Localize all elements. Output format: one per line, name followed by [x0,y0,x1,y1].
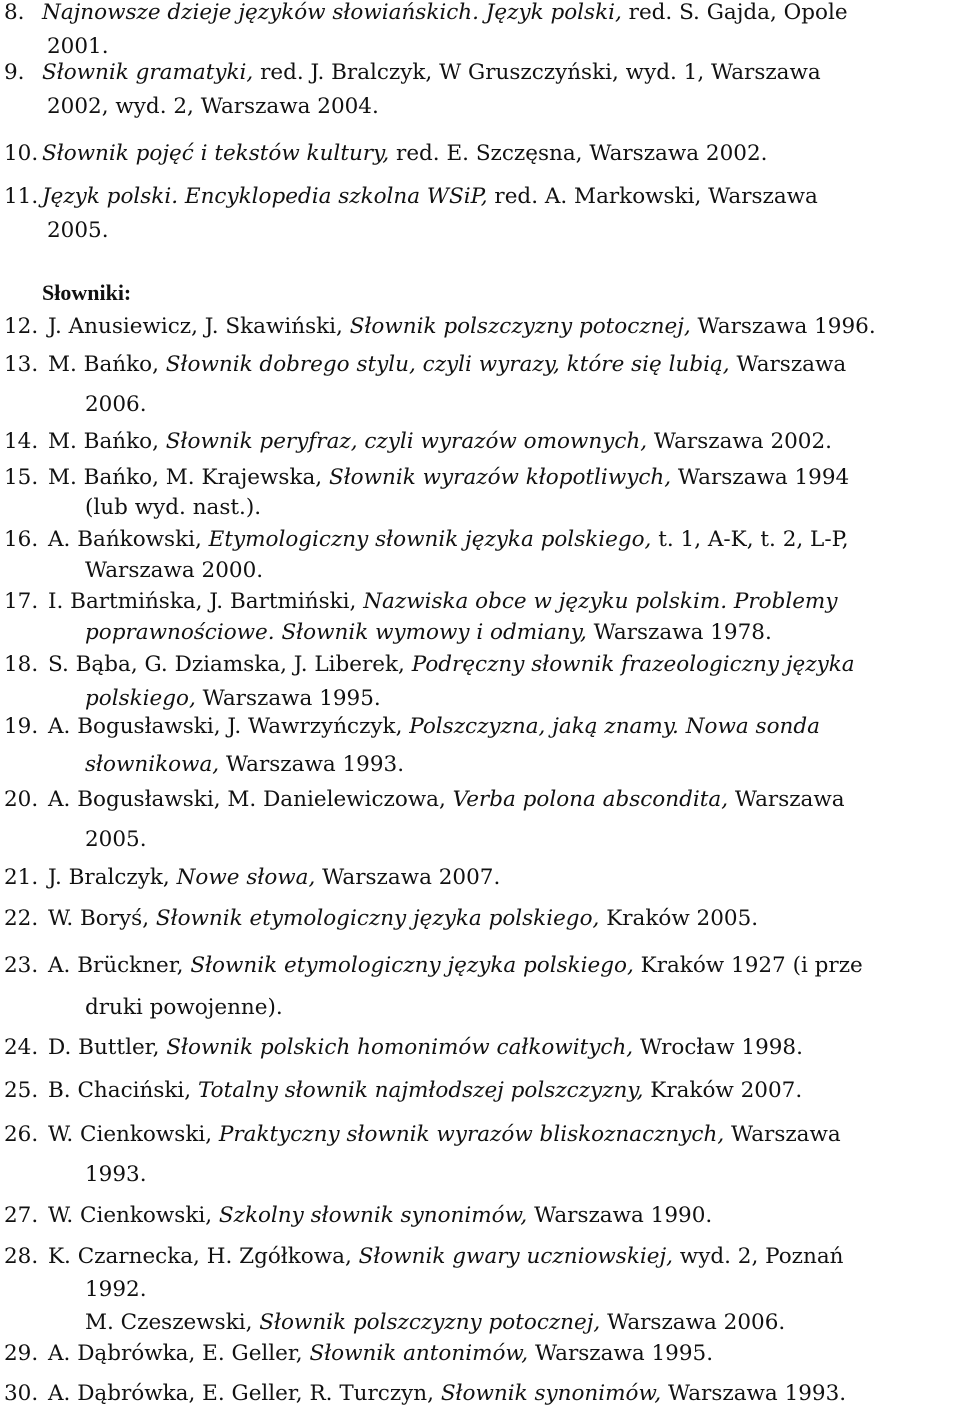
entry-text: W. Cienkowski, [48,1203,219,1228]
entry-number: 24. [4,1035,39,1060]
entry-title-text: Verba polona abscondita, [452,787,729,812]
entry-line [0,1155,950,1195]
entry-text: A. Bogusławski, J. Wawrzyńczyk, [48,714,410,739]
entry-line [0,424,950,460]
entry-text: Warszawa 2006. [600,1310,786,1335]
entry-number: 13. [4,352,39,377]
entry-text: Warszawa 1994 [671,465,850,490]
entry-text: Warszawa 2007. [315,865,501,890]
entry-text: t. 1, A-K, t. 2, L-P, [651,527,849,552]
dict-entry [0,524,950,586]
dict-entry [0,860,950,896]
entry-number: 11. [4,184,39,209]
dict-entry [0,463,950,523]
entry-text: Warszawa 1993. [219,752,405,777]
entry-number: 12. [4,314,39,339]
entry-text: K. Czarnecka, H. Zgółkowa, [48,1244,359,1269]
entry-text: A. Bogusławski, M. Danielewiczowa, [48,787,453,812]
entry-line [0,586,950,617]
entry-line [0,555,950,586]
dict-entry [0,648,950,716]
entry-text: Warszawa 1993. [661,1381,847,1406]
entry-number: 14. [4,429,39,454]
dict-entry [0,1240,950,1339]
dict-entry [0,1030,950,1066]
entry-line [0,820,950,860]
entry-text: 2001. [47,34,109,59]
entry-text: A. Dąbrówka, E. Geller, [48,1341,310,1366]
entry-line [0,746,950,784]
entry-line [0,309,950,345]
entry-title-text: Etymologiczny słownik języka polskiego, [208,527,652,552]
dict-entry [0,309,950,345]
entry-line [0,0,950,30]
entry-number: 9. [4,60,25,85]
entry-line [0,1115,950,1155]
entry-title-text: Słownik synonimów, [440,1381,662,1406]
entry-text: Kraków 2005. [599,906,759,931]
entry-title-text: Najnowsze dzieje języków słowiańskich. Język polski, [42,0,622,25]
entry-text: Warszawa 2002. [647,429,832,454]
entry-title-text: Język polski. Encyklopedia szkolna WSiP, [42,184,488,209]
dict-entry [0,1198,950,1234]
entry-line [0,945,950,987]
entry-text: J. Bralczyk, [48,865,177,890]
entry-number: 25. [4,1078,39,1103]
dict-entry [0,945,950,1029]
entry-title-text: Słownik wyrazów kłopotliwych, [328,465,672,490]
top-entry [0,56,950,124]
entry-text: Warszawa 2000. [85,558,264,583]
entry-title-text: Słownik etymologiczny języka polskiego, [155,906,600,931]
entry-number: 8. [4,0,25,25]
entry-line [0,463,950,493]
entry-text: Warszawa [729,352,847,377]
entry-text: M. Czeszewski, [85,1310,260,1335]
entry-line [0,1073,950,1109]
entry-text: Kraków 2007. [643,1078,803,1103]
dict-entry [0,780,950,860]
entry-title-text: Nowe słowa, [176,865,316,890]
entry-line [0,1273,950,1306]
dict-entry [0,901,950,937]
entry-line [0,385,950,425]
entry-line [0,648,950,682]
entry-text: Warszawa 1995. [195,686,381,711]
dict-entry [0,1115,950,1195]
entry-number: 23. [4,953,39,978]
entry-number: 26. [4,1122,39,1147]
entry-line [0,708,950,746]
entry-text: Warszawa 1990. [527,1203,713,1228]
entry-text: 1993. [85,1162,147,1187]
entry-text: red. A. Markowski, Warszawa [487,184,818,209]
entry-line [0,345,950,385]
dict-entry [0,424,950,460]
entry-text: 2005. [47,218,109,243]
dict-entry [0,345,950,425]
entry-line [0,780,950,820]
entry-text: druki powojenne). [85,995,283,1020]
entry-text: A. Brückner, [48,953,191,978]
entry-text: Warszawa 1978. [586,620,772,645]
section-heading: Słowniki: [42,280,132,305]
entry-title-text: Totalny słownik najmłodszej polszczyzny, [197,1078,644,1103]
entry-title-text: Słownik gramatyki, [42,60,254,85]
entry-line [0,90,950,124]
entry-text: red. S. Gajda, Opole [621,0,848,25]
entry-title-text: Praktyczny słownik wyrazów bliskoznacznych, [218,1122,725,1147]
entry-title-text: Nazwiska obce w języku polskim. Problemy [363,589,838,614]
entry-number: 21. [4,865,39,890]
dict-entry [0,1073,950,1109]
entry-title-text: Polszczyzna, jaką znamy. Nowa sonda [409,714,820,739]
entry-title-text: Słownik pojęć i tekstów kultury, [42,141,390,166]
entry-line [0,1376,950,1412]
entry-text: wyd. 2, Poznań [672,1244,844,1269]
entry-text: W. Cienkowski, [48,1122,219,1147]
top-entry [0,180,950,248]
entry-line [0,1240,950,1273]
entry-line [0,137,950,171]
entry-line [0,617,950,648]
entry-number: 15. [4,465,39,490]
entry-text: Warszawa 1996. [690,314,876,339]
entry-number: 10. [4,141,39,166]
dict-entry [0,708,950,784]
entry-line [0,987,950,1029]
entry-text: J. Anusiewicz, J. Skawiński, [48,314,350,339]
entry-text: 2006. [85,392,147,417]
entry-text: M. Bańko, M. Krajewska, [48,465,329,490]
entry-number: 28. [4,1244,39,1269]
entry-title-text: Słownik antonimów, [309,1341,529,1366]
entry-line [0,524,950,555]
top-entry [0,137,950,171]
entry-title-text: Szkolny słownik synonimów, [218,1203,528,1228]
entry-text: A. Bańkowski, [48,527,209,552]
entry-title-text: Słownik dobrego stylu, czyli wyrazy, które się lubią, [165,352,730,377]
entry-number: 22. [4,906,39,931]
entry-text: red. E. Szczęsna, Warszawa 2002. [389,141,768,166]
entry-number: 19. [4,714,39,739]
entry-line [0,860,950,896]
entry-text: Warszawa [724,1122,841,1147]
dict-entry [0,1336,950,1372]
entry-text: 2005. [85,827,147,852]
entry-number: 17. [4,589,39,614]
entry-number: 30. [4,1381,39,1406]
entry-number: 27. [4,1203,39,1228]
entry-title-text: słownikowa, [85,752,220,777]
dict-entry [0,586,950,648]
entry-title-text: poprawnościowe. Słownik wymowy i odmiany, [85,620,587,645]
entry-line [0,1306,950,1339]
entry-number: 20. [4,787,39,812]
entry-text: Warszawa 1995. [528,1341,714,1366]
dict-entry [0,1376,950,1412]
entry-text: A. Dąbrówka, E. Geller, R. Turczyn, [48,1381,441,1406]
entry-title-text: Słownik etymologiczny języka polskiego, [190,953,634,978]
entry-line [0,1336,950,1372]
entry-line [0,493,950,523]
entry-number: 16. [4,527,39,552]
entry-line [0,901,950,937]
entry-title-text: Słownik peryfraz, czyli wyrazów omownych, [165,429,648,454]
entry-text: Warszawa [728,787,845,812]
entry-line [0,56,950,90]
entry-line [0,214,950,248]
entry-title-text: Słownik polszczyzny potocznej, [259,1310,601,1335]
entry-text: W. Boryś, [48,906,156,931]
entry-text: Kraków 1927 (i prze [633,953,863,978]
entry-title-text: Słownik polskich homonimów całkowitych, [166,1035,634,1060]
entry-line [0,180,950,214]
entry-line [0,1030,950,1066]
entry-text: 1992. [85,1277,147,1302]
entry-title-text: polskiego, [85,686,196,711]
entry-text: S. Bąba, G. Dziamska, J. Liberek, [48,652,412,677]
entry-line [0,1198,950,1234]
entry-text: Wrocław 1998. [633,1035,803,1060]
entry-title-text: Słownik polszczyzny potocznej, [349,314,691,339]
entry-text: D. Buttler, [48,1035,167,1060]
entry-number: 18. [4,652,39,677]
entry-text: I. Bartmińska, J. Bartmiński, [48,589,364,614]
entry-title-text: Podręczny słownik frazeologiczny języka [411,652,855,677]
entry-text: 2002, wyd. 2, Warszawa 2004. [47,94,379,119]
top-entry [0,0,950,64]
entry-text: M. Bańko, [48,352,166,377]
entry-number: 29. [4,1341,39,1366]
entry-text: red. J. Bralczyk, W Gruszczyński, wyd. 1, Warszawa [253,60,821,85]
entry-text: (lub wyd. nast.). [85,495,262,520]
entry-text: B. Chaciński, [48,1078,198,1103]
entry-title-text: Słownik gwary uczniowskiej, [358,1244,673,1269]
entry-text: M. Bańko, [48,429,166,454]
